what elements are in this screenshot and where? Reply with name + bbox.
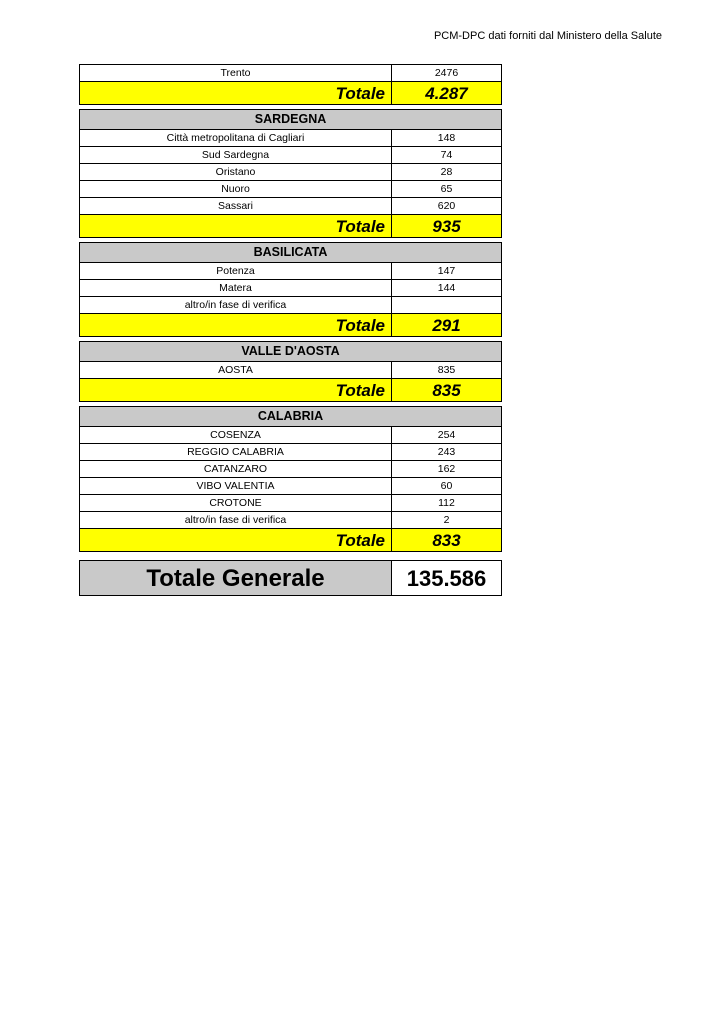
table-row [80, 147, 502, 164]
region-header-row [80, 407, 502, 427]
province-value: 28 [392, 164, 502, 181]
total-row [80, 379, 502, 402]
table-row [80, 263, 502, 280]
province-name: REGGIO CALABRIA [80, 444, 392, 461]
total-value: 835 [392, 379, 502, 402]
region-header-row [80, 342, 502, 362]
province-value: 2 [392, 512, 502, 529]
table-row [80, 495, 502, 512]
total-label: Totale [80, 379, 392, 402]
province-name: Città metropolitana di Cagliari [80, 130, 392, 147]
table-row [80, 427, 502, 444]
region-table [79, 406, 502, 552]
province-value: 147 [392, 263, 502, 280]
province-value: 243 [392, 444, 502, 461]
region-name: CALABRIA [80, 407, 502, 427]
table-row [80, 297, 502, 314]
province-value: 835 [392, 362, 502, 379]
grand-total-value: 135.586 [392, 561, 502, 596]
province-name: altro/in fase di verifica [80, 297, 392, 314]
province-name: Sassari [80, 198, 392, 215]
table-row [80, 198, 502, 215]
province-value: 148 [392, 130, 502, 147]
province-name: COSENZA [80, 427, 392, 444]
table-row [80, 362, 502, 379]
province-name: Oristano [80, 164, 392, 181]
source-note: PCM-DPC dati forniti dal Ministero della Salute [433, 30, 662, 42]
top-block-table [79, 64, 502, 105]
region-header-row [80, 243, 502, 263]
province-name: CROTONE [80, 495, 392, 512]
cases-table-sheet [79, 64, 501, 596]
region-table [79, 341, 502, 402]
table-row [80, 181, 502, 198]
region-header-row [80, 110, 502, 130]
province-name: AOSTA [80, 362, 392, 379]
total-value: 833 [392, 529, 502, 552]
region-name: SARDEGNA [80, 110, 502, 130]
province-name: Potenza [80, 263, 392, 280]
region-name: BASILICATA [80, 243, 502, 263]
province-value [392, 297, 502, 314]
province-name: altro/in fase di verifica [80, 512, 392, 529]
grand-total-row [80, 561, 502, 596]
province-value: 112 [392, 495, 502, 512]
province-value: 162 [392, 461, 502, 478]
table-row [80, 461, 502, 478]
total-label: Totale [80, 82, 392, 105]
total-row [80, 82, 502, 105]
grand-total-table [79, 560, 502, 596]
province-value: 254 [392, 427, 502, 444]
province-value: 74 [392, 147, 502, 164]
total-value: 291 [392, 314, 502, 337]
total-row [80, 215, 502, 238]
table-row [80, 478, 502, 495]
region-name: VALLE D'AOSTA [80, 342, 502, 362]
total-label: Totale [80, 314, 392, 337]
total-row [80, 529, 502, 552]
province-name: Sud Sardegna [80, 147, 392, 164]
total-label: Totale [80, 529, 392, 552]
table-row [80, 164, 502, 181]
table-row [80, 65, 502, 82]
regions-container [79, 105, 501, 552]
grand-total-label: Totale Generale [80, 561, 392, 596]
table-row [80, 130, 502, 147]
province-name: VIBO VALENTIA [80, 478, 392, 495]
region-table [79, 109, 502, 238]
total-value: 935 [392, 215, 502, 238]
province-value: 65 [392, 181, 502, 198]
province-value: 2476 [392, 65, 502, 82]
province-value: 620 [392, 198, 502, 215]
province-name: Matera [80, 280, 392, 297]
total-label: Totale [80, 215, 392, 238]
province-name: Trento [80, 65, 392, 82]
total-row [80, 314, 502, 337]
table-row [80, 444, 502, 461]
province-name: CATANZARO [80, 461, 392, 478]
province-value: 60 [392, 478, 502, 495]
table-row [80, 512, 502, 529]
total-value: 4.287 [392, 82, 502, 105]
region-table [79, 242, 502, 337]
province-value: 144 [392, 280, 502, 297]
province-name: Nuoro [80, 181, 392, 198]
table-row [80, 280, 502, 297]
